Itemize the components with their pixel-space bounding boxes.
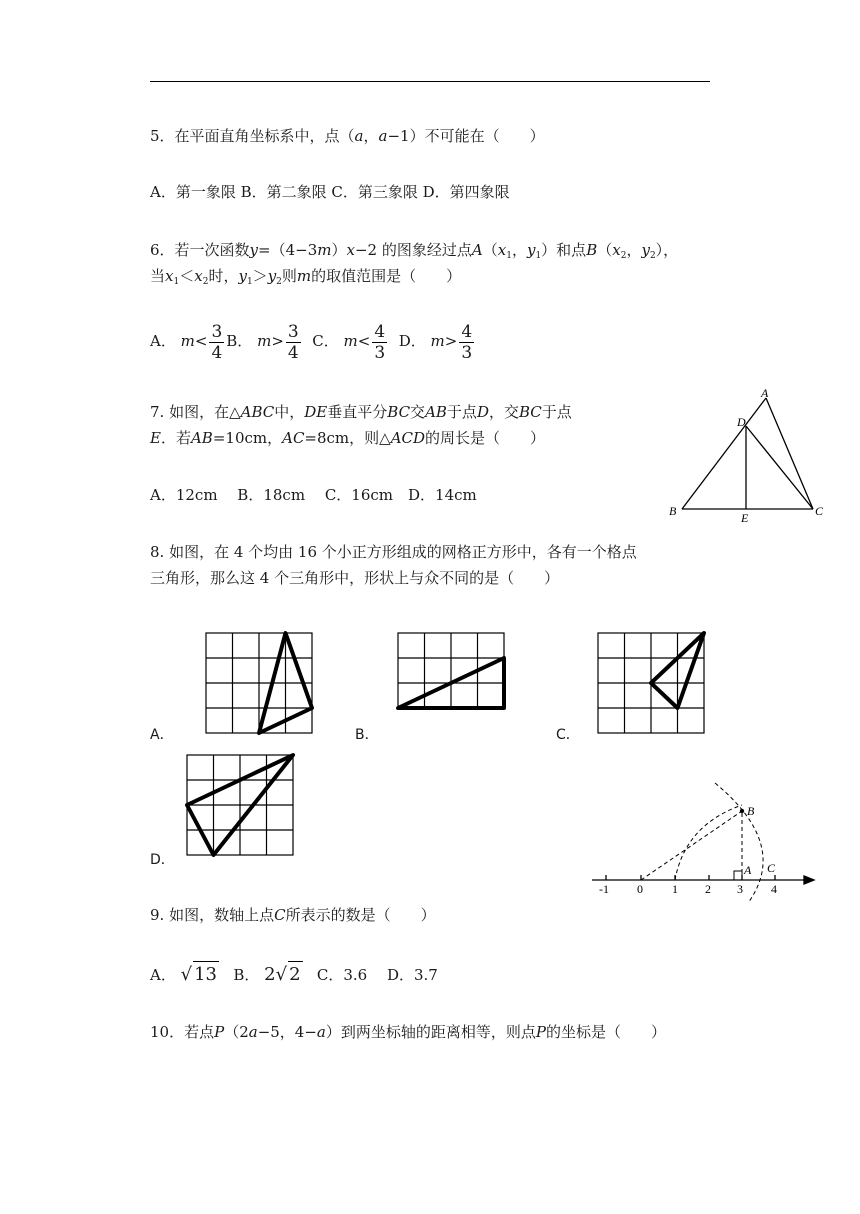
text: （2 xyxy=(224,1023,249,1041)
tick-label: 1 xyxy=(672,882,678,896)
text: ）， xyxy=(655,241,679,259)
fraction-3-4 xyxy=(209,322,224,363)
text: 当 xyxy=(150,267,166,285)
var: A xyxy=(471,241,483,259)
text: =8cm，则△ xyxy=(304,429,391,447)
var: y xyxy=(267,267,277,285)
var: a xyxy=(354,127,364,145)
sqrt-13: √ 13 xyxy=(181,964,219,985)
q5-options: A．第一象限 B．第二象限 C．第三象限 D．第四象限 xyxy=(150,183,510,201)
text: ，交 xyxy=(488,403,519,421)
text: 10．若点 xyxy=(150,1023,215,1041)
text: −2 的图象经过点 xyxy=(354,241,472,259)
var: C xyxy=(274,906,286,924)
tick-label: 2 xyxy=(705,882,711,896)
var: a xyxy=(378,127,388,145)
option-label: C． xyxy=(312,332,339,350)
q7-triangle-figure xyxy=(665,385,830,525)
text: ＜ xyxy=(179,267,195,285)
q7-stem-line1 xyxy=(150,402,572,422)
q6-stem-line1 xyxy=(150,240,678,266)
radicand: 2 xyxy=(288,961,302,988)
denominator: 3 xyxy=(374,342,386,363)
var: m xyxy=(343,332,358,350)
q9-options xyxy=(150,961,438,988)
numerator: 4 xyxy=(374,321,386,342)
text: 所表示的数是（ ） xyxy=(285,906,436,924)
grid-triangle-B xyxy=(395,630,507,712)
label-B: B xyxy=(669,504,677,518)
text: 7. 如图，在△ xyxy=(150,403,241,421)
text: 垂直平分 xyxy=(327,403,388,421)
option-label: A． xyxy=(150,332,176,350)
subscript: 1 xyxy=(246,277,253,287)
subscript: 1 xyxy=(506,251,512,261)
var: BC xyxy=(518,403,542,421)
two-sqrt-2: 2√ 2 xyxy=(264,964,302,985)
q6-options xyxy=(150,319,476,363)
text: （ xyxy=(482,241,498,259)
denominator: 4 xyxy=(211,342,223,363)
var: y xyxy=(238,267,247,285)
point-B xyxy=(740,809,744,813)
var: B xyxy=(586,241,598,259)
label-D: D xyxy=(737,415,746,429)
text: < xyxy=(357,332,371,350)
denominator: 3 xyxy=(461,342,473,363)
q8-label-C: C． xyxy=(556,727,580,743)
text: ， xyxy=(511,241,527,259)
q6-stem-line2 xyxy=(150,266,461,292)
coefficient: 2 xyxy=(264,964,276,985)
text: 交 xyxy=(410,403,426,421)
text: < xyxy=(194,332,208,350)
var: y xyxy=(526,241,536,259)
var: P xyxy=(214,1023,225,1041)
var: D xyxy=(476,403,489,421)
var: a xyxy=(316,1023,326,1041)
grid-triangle-A xyxy=(203,630,315,736)
text: ．若 xyxy=(160,429,191,447)
tick-label: 3 xyxy=(737,882,743,896)
subscript: 2 xyxy=(649,251,656,261)
q8-label-A: A． xyxy=(150,727,174,743)
tick-label: -1 xyxy=(599,882,609,896)
fraction-3-4 xyxy=(286,322,301,363)
var: x xyxy=(346,241,355,259)
option-label: B． xyxy=(233,966,260,984)
q9-stem xyxy=(150,905,436,925)
text: 5．在平面直角坐标系中，点（ xyxy=(150,127,355,145)
label-B: B xyxy=(747,804,755,818)
segment-DC xyxy=(746,426,813,509)
right-angle-mark xyxy=(734,871,742,880)
segment-OB xyxy=(641,811,742,880)
q8-label-B: B． xyxy=(355,727,379,743)
subscript: 2 xyxy=(202,277,209,287)
text: ＞ xyxy=(252,267,268,285)
tick-label: 0 xyxy=(637,882,643,896)
var: m xyxy=(180,332,195,350)
text: 于点 xyxy=(446,403,477,421)
header-rule xyxy=(150,81,710,82)
var: m xyxy=(430,332,445,350)
var: a xyxy=(248,1023,258,1041)
radicand: 13 xyxy=(193,961,219,988)
label-E: E xyxy=(741,511,749,525)
var: y xyxy=(249,241,259,259)
arc-from-1 xyxy=(675,805,742,880)
text: 时， xyxy=(208,267,239,285)
text: ， xyxy=(363,127,379,145)
var: AB xyxy=(190,429,213,447)
text: −1）不可能在（ ） xyxy=(387,127,545,145)
text: （ xyxy=(597,241,613,259)
text: 9. 如图，数轴上点 xyxy=(150,906,275,924)
option-label: D． xyxy=(398,332,426,350)
var: AB xyxy=(425,403,447,421)
var: ACD xyxy=(390,429,426,447)
text: ， xyxy=(626,241,642,259)
var: m xyxy=(257,332,272,350)
var: x xyxy=(497,241,507,259)
options-rest: C．3.6 D．3.7 xyxy=(316,966,438,984)
option-label: A． xyxy=(150,966,176,984)
var: DE xyxy=(304,403,328,421)
numerator: 3 xyxy=(211,321,223,342)
denominator: 4 xyxy=(287,342,299,363)
text: 于点 xyxy=(541,403,572,421)
q7-stem-line2 xyxy=(150,428,545,448)
text: −5，4− xyxy=(257,1023,317,1041)
var: AC xyxy=(282,429,305,447)
grid-triangle-C xyxy=(595,630,707,736)
text: 的周长是（ ） xyxy=(425,429,546,447)
var: m xyxy=(296,267,312,285)
var: x xyxy=(194,267,203,285)
text: 的取值范围是（ ） xyxy=(311,267,462,285)
var: x xyxy=(165,267,174,285)
text: =（4−3 xyxy=(258,241,318,259)
label-A: A xyxy=(761,386,769,400)
subscript: 2 xyxy=(276,277,282,287)
text: > xyxy=(271,332,284,350)
var: m xyxy=(317,241,332,259)
var: ABC xyxy=(240,403,275,421)
text: ）到两坐标轴的距离相等，则点 xyxy=(325,1023,536,1041)
numerator: 4 xyxy=(461,321,473,342)
q8-stem-line1: 8. 如图，在 4 个均由 16 个小正方形组成的网格正方形中，各有一个格点 xyxy=(150,543,637,561)
q10-stem xyxy=(150,1022,666,1042)
text: 中， xyxy=(274,403,305,421)
option-label: B． xyxy=(226,332,253,350)
text: 6．若一次函数 xyxy=(150,241,250,259)
q8-label-D: D． xyxy=(150,852,175,868)
text: ）和点 xyxy=(541,241,587,259)
label-A: A xyxy=(744,863,752,877)
text: > xyxy=(444,332,458,350)
numerator: 3 xyxy=(287,321,299,342)
segment-BA xyxy=(682,398,766,509)
tick-label: 4 xyxy=(771,882,777,896)
fraction-4-3 xyxy=(459,322,474,363)
var: E xyxy=(150,429,161,447)
var: y xyxy=(641,241,650,259)
text: =10cm， xyxy=(212,429,283,447)
q9-number-line-figure xyxy=(590,775,820,915)
text: 的坐标是（ ） xyxy=(545,1023,666,1041)
var: x xyxy=(612,241,621,259)
grid-triangle-D xyxy=(184,752,296,858)
var: P xyxy=(535,1023,546,1041)
label-C: C xyxy=(767,861,776,875)
q7-options: A．12cm B．18cm C．16cm D．14cm xyxy=(150,486,477,504)
subscript: 2 xyxy=(620,251,627,261)
text: 则 xyxy=(281,267,297,285)
var: BC xyxy=(387,403,411,421)
q8-stem-line2: 三角形，那么这 4 个三角形中，形状上与众不同的是（ ） xyxy=(150,569,560,587)
segment-AC xyxy=(766,398,813,509)
fraction-4-3 xyxy=(372,322,387,363)
subscript: 1 xyxy=(173,277,180,287)
axis-arrow xyxy=(804,876,814,884)
q5-stem xyxy=(150,126,545,146)
subscript: 1 xyxy=(535,251,542,261)
label-C: C xyxy=(815,504,824,518)
text: ） xyxy=(331,241,347,259)
